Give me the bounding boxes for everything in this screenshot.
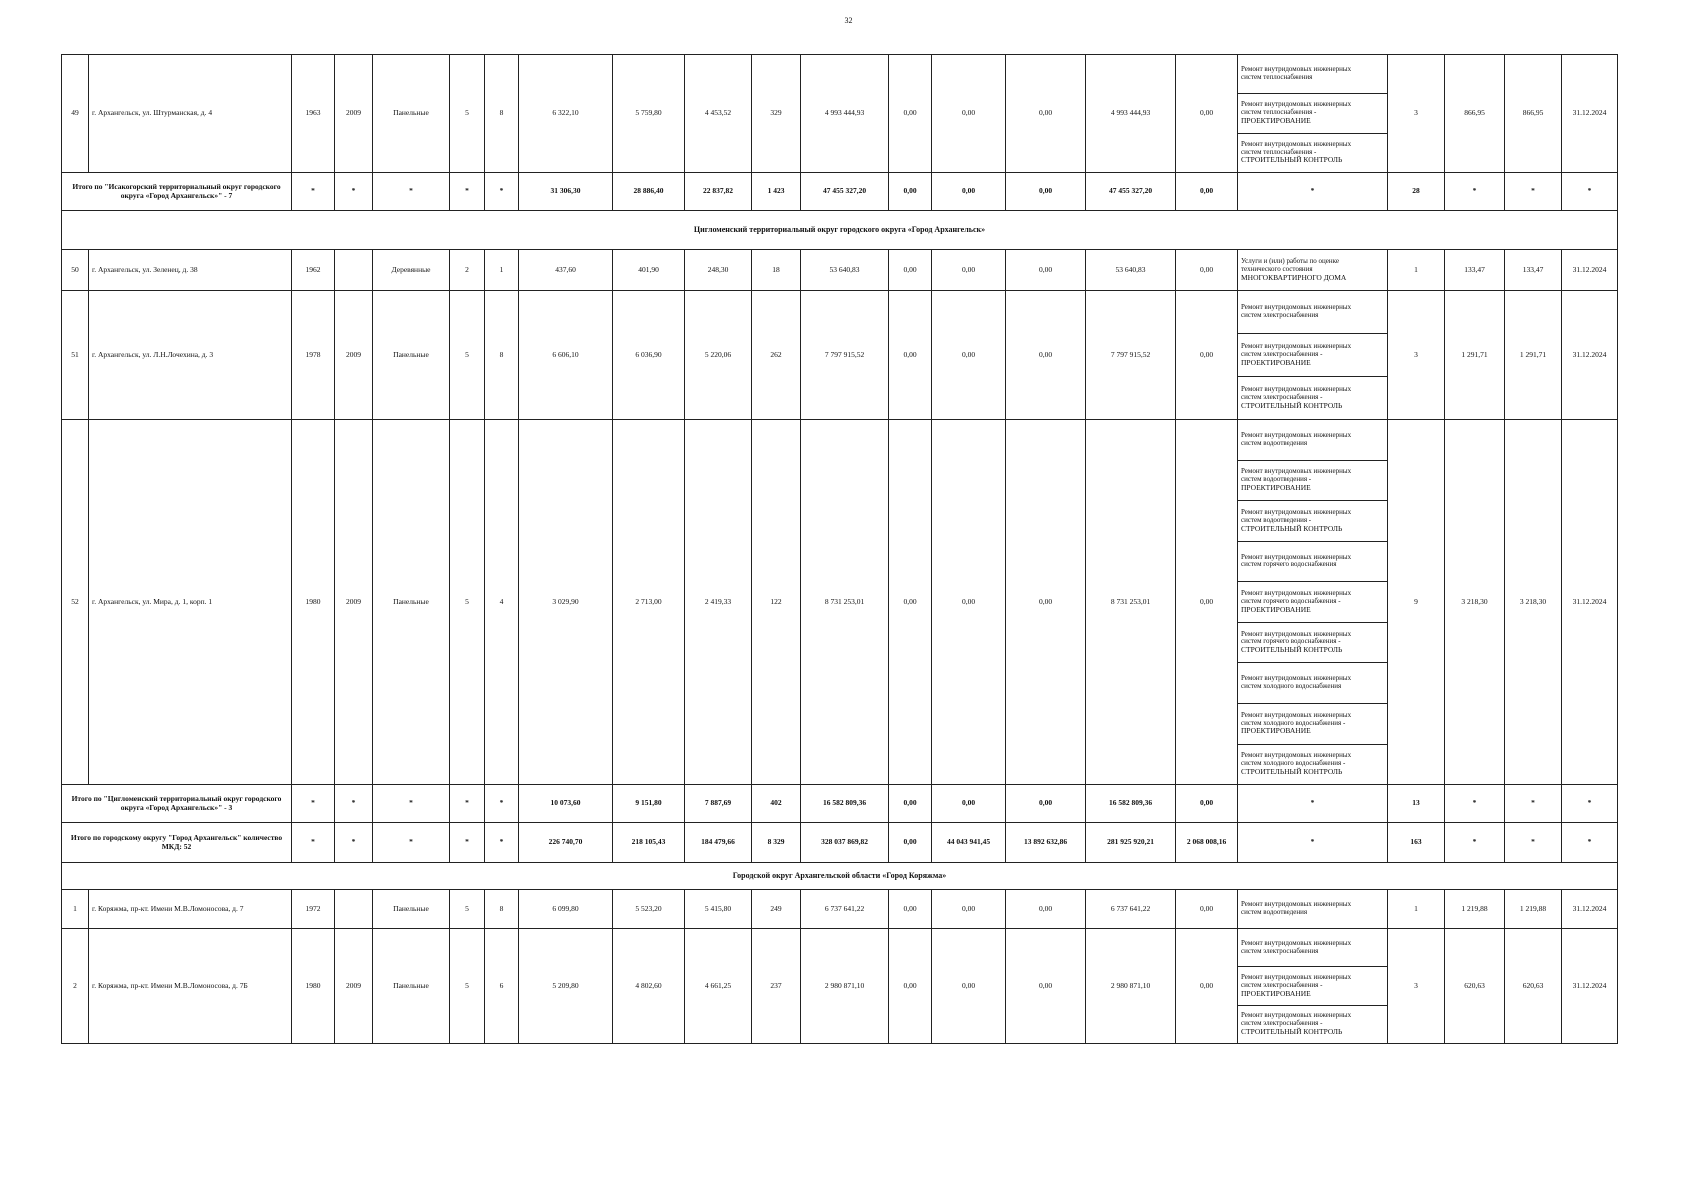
year-last-repair: 2009 bbox=[335, 55, 373, 173]
value-area-living: 401,90 bbox=[613, 250, 685, 291]
work-item bbox=[1238, 1005, 1387, 1043]
total-row bbox=[62, 785, 1618, 823]
floors-count: 5 bbox=[450, 420, 485, 785]
value-cost-total: 8 731 253,01 bbox=[801, 420, 889, 785]
total-value-area-res: 7 887,69 bbox=[685, 785, 752, 823]
year-built: 1962 bbox=[292, 250, 335, 291]
row-number: 52 bbox=[62, 420, 89, 785]
total-unit-cost-limit: * bbox=[1505, 785, 1562, 823]
table-row bbox=[62, 929, 1618, 1044]
total-row bbox=[62, 823, 1618, 863]
total-value-area-total: 226 740,70 bbox=[519, 823, 613, 863]
section-title: Цигломенский территориальный округ городского округа «Город Архангельск» bbox=[62, 211, 1618, 250]
value-c4: 6 737 641,22 bbox=[1086, 890, 1176, 929]
work-item-text: Ремонт внутридомовых инженерных bbox=[1241, 467, 1352, 476]
works-count: 9 bbox=[1388, 420, 1445, 785]
section-title: Городской округ Архангельской области «Город Коряжма» bbox=[62, 863, 1618, 890]
value-c1: 0,00 bbox=[889, 55, 932, 173]
work-item-text: ПРОЕКТИРОВАНИЕ bbox=[1241, 726, 1311, 736]
works-list-cell bbox=[1238, 55, 1388, 173]
value-area-total: 6 099,80 bbox=[519, 890, 613, 929]
value-c2: 0,00 bbox=[932, 55, 1006, 173]
value-residents: 249 bbox=[752, 890, 801, 929]
works-list bbox=[1238, 250, 1387, 290]
total-value-c2: 0,00 bbox=[932, 173, 1006, 211]
work-item bbox=[1238, 55, 1387, 93]
value-area-res: 5 415,80 bbox=[685, 890, 752, 929]
row-number: 51 bbox=[62, 291, 89, 420]
value-area-res: 4 453,52 bbox=[685, 55, 752, 173]
value-residents: 18 bbox=[752, 250, 801, 291]
total-placeholder: * bbox=[335, 785, 373, 823]
work-item-text: систем электроснабжения - bbox=[1241, 349, 1323, 358]
address-cell: г. Коряжма, пр-кт. Имени М.В.Ломоносова, д. 7Б bbox=[89, 929, 292, 1044]
value-area-res: 248,30 bbox=[685, 250, 752, 291]
value-c1: 0,00 bbox=[889, 890, 932, 929]
year-built: 1963 bbox=[292, 55, 335, 173]
entrances-count: 8 bbox=[485, 890, 519, 929]
total-unit-cost: * bbox=[1445, 823, 1505, 863]
value-c1: 0,00 bbox=[889, 929, 932, 1044]
work-item-text: систем горячего водоснабжения - bbox=[1241, 596, 1341, 605]
completion-date: 31.12.2024 bbox=[1562, 250, 1618, 291]
work-item-text: систем водоотведения bbox=[1241, 908, 1308, 916]
total-placeholder: * bbox=[485, 173, 519, 211]
total-value-residents: 8 329 bbox=[752, 823, 801, 863]
work-item bbox=[1238, 541, 1387, 582]
work-item-text: ПРОЕКТИРОВАНИЕ bbox=[1241, 988, 1311, 998]
work-item-text: Ремонт внутридомовых инженерных bbox=[1241, 1011, 1352, 1020]
total-placeholder: * bbox=[335, 823, 373, 863]
value-area-living: 2 713,00 bbox=[613, 420, 685, 785]
unit-cost-limit: 3 218,30 bbox=[1505, 420, 1562, 785]
work-item bbox=[1238, 744, 1387, 785]
total-placeholder: * bbox=[450, 785, 485, 823]
total-value-area-living: 218 105,43 bbox=[613, 823, 685, 863]
total-date: * bbox=[1562, 785, 1618, 823]
work-item bbox=[1238, 929, 1387, 966]
total-value-area-living: 28 886,40 bbox=[613, 173, 685, 211]
value-c5: 0,00 bbox=[1176, 291, 1238, 420]
total-value-residents: 402 bbox=[752, 785, 801, 823]
total-label: Итого по "Исакогорский территориальный округ городского округа «Город Архангельск»" - 7 bbox=[62, 173, 292, 211]
row-number: 2 bbox=[62, 929, 89, 1044]
value-residents: 262 bbox=[752, 291, 801, 420]
table-row bbox=[62, 890, 1618, 929]
work-item bbox=[1238, 703, 1387, 744]
value-c4: 53 640,83 bbox=[1086, 250, 1176, 291]
value-area-res: 5 220,06 bbox=[685, 291, 752, 420]
total-unit-cost: * bbox=[1445, 173, 1505, 211]
total-placeholder: * bbox=[450, 823, 485, 863]
value-residents: 122 bbox=[752, 420, 801, 785]
year-last-repair bbox=[335, 250, 373, 291]
value-area-living: 5 523,20 bbox=[613, 890, 685, 929]
total-unit-cost-limit: * bbox=[1505, 823, 1562, 863]
work-item-text: технического состояния bbox=[1241, 264, 1313, 273]
total-value-c1: 0,00 bbox=[889, 785, 932, 823]
total-label: Итого по "Цигломенский территориальный округ городского округа «Город Архангельск»" - 3 bbox=[62, 785, 292, 823]
entrances-count: 4 bbox=[485, 420, 519, 785]
year-built: 1978 bbox=[292, 291, 335, 420]
unit-cost: 1 291,71 bbox=[1445, 291, 1505, 420]
works-list-cell bbox=[1238, 291, 1388, 420]
work-item-text: МНОГОКВАРТИРНОГО ДОМА bbox=[1241, 272, 1347, 282]
unit-cost-limit: 133,47 bbox=[1505, 250, 1562, 291]
address-cell: г. Архангельск, ул. Л.Н.Лочехина, д. 3 bbox=[89, 291, 292, 420]
wall-material: Панельные bbox=[373, 890, 450, 929]
total-value-cost-total: 16 582 809,36 bbox=[801, 785, 889, 823]
work-item bbox=[1238, 581, 1387, 622]
year-last-repair bbox=[335, 890, 373, 929]
total-placeholder: * bbox=[292, 173, 335, 211]
total-unit-cost-limit: * bbox=[1505, 173, 1562, 211]
unit-cost: 133,47 bbox=[1445, 250, 1505, 291]
floors-count: 5 bbox=[450, 890, 485, 929]
value-residents: 329 bbox=[752, 55, 801, 173]
work-item-text: Ремонт внутридомовых инженерных bbox=[1241, 100, 1352, 109]
total-value-area-living: 9 151,80 bbox=[613, 785, 685, 823]
total-placeholder: * bbox=[335, 173, 373, 211]
wall-material: Панельные bbox=[373, 291, 450, 420]
work-item-text: систем электроснабжения bbox=[1241, 946, 1319, 955]
total-value-c3: 0,00 bbox=[1006, 173, 1086, 211]
row-number: 1 bbox=[62, 890, 89, 929]
unit-cost: 3 218,30 bbox=[1445, 420, 1505, 785]
works-list bbox=[1238, 55, 1387, 172]
value-c1: 0,00 bbox=[889, 420, 932, 785]
year-built: 1980 bbox=[292, 420, 335, 785]
value-c3: 0,00 bbox=[1006, 929, 1086, 1044]
work-item-text: СТРОИТЕЛЬНЫЙ КОНТРОЛЬ bbox=[1241, 155, 1343, 165]
total-placeholder: * bbox=[373, 173, 450, 211]
work-item-text: Ремонт внутридомовых инженерных bbox=[1241, 65, 1352, 74]
total-placeholder: * bbox=[485, 785, 519, 823]
work-item-text: систем холодного водоснабжения bbox=[1241, 682, 1342, 691]
year-built: 1980 bbox=[292, 929, 335, 1044]
value-c4: 2 980 871,10 bbox=[1086, 929, 1176, 1044]
works-list bbox=[1238, 929, 1387, 1043]
total-value-c3: 0,00 bbox=[1006, 785, 1086, 823]
work-item bbox=[1238, 420, 1387, 460]
work-item-text: ПРОЕКТИРОВАНИЕ bbox=[1241, 604, 1311, 614]
works-list-cell bbox=[1238, 890, 1388, 929]
work-item-text: систем теплоснабжения bbox=[1241, 73, 1313, 82]
value-area-total: 3 029,90 bbox=[519, 420, 613, 785]
unit-cost: 866,95 bbox=[1445, 55, 1505, 173]
works-list bbox=[1238, 291, 1387, 419]
completion-date: 31.12.2024 bbox=[1562, 929, 1618, 1044]
value-area-total: 5 209,80 bbox=[519, 929, 613, 1044]
total-value-c1: 0,00 bbox=[889, 173, 932, 211]
address-cell: г. Коряжма, пр-кт. Имени М.В.Ломоносова, д. 7 bbox=[89, 890, 292, 929]
value-residents: 237 bbox=[752, 929, 801, 1044]
unit-cost-limit: 1 219,88 bbox=[1505, 890, 1562, 929]
total-works: * bbox=[1238, 823, 1388, 863]
total-works: * bbox=[1238, 173, 1388, 211]
table-row bbox=[62, 55, 1618, 173]
work-item-text: СТРОИТЕЛЬНЫЙ КОНТРОЛЬ bbox=[1241, 523, 1343, 533]
value-c5: 0,00 bbox=[1176, 55, 1238, 173]
row-number: 50 bbox=[62, 250, 89, 291]
work-item-text: Ремонт внутридомовых инженерных bbox=[1241, 751, 1352, 760]
work-item-text: Ремонт внутридомовых инженерных bbox=[1241, 629, 1352, 638]
value-area-total: 437,60 bbox=[519, 250, 613, 291]
row-number: 49 bbox=[62, 55, 89, 173]
total-placeholder: * bbox=[292, 785, 335, 823]
total-placeholder: * bbox=[292, 823, 335, 863]
work-item-text: систем электроснабжения - bbox=[1241, 1019, 1323, 1028]
unit-cost-limit: 1 291,71 bbox=[1505, 291, 1562, 420]
total-value-cost-total: 328 037 869,82 bbox=[801, 823, 889, 863]
unit-cost-limit: 866,95 bbox=[1505, 55, 1562, 173]
value-c3: 0,00 bbox=[1006, 291, 1086, 420]
year-last-repair: 2009 bbox=[335, 291, 373, 420]
total-date: * bbox=[1562, 173, 1618, 211]
section-header-row bbox=[62, 863, 1618, 890]
value-cost-total: 53 640,83 bbox=[801, 250, 889, 291]
address-cell: г. Архангельск, ул. Зеленец, д. 38 bbox=[89, 250, 292, 291]
entrances-count: 8 bbox=[485, 55, 519, 173]
table-row bbox=[62, 291, 1618, 420]
value-c1: 0,00 bbox=[889, 250, 932, 291]
entrances-count: 6 bbox=[485, 929, 519, 1044]
works-count: 3 bbox=[1388, 55, 1445, 173]
works-list bbox=[1238, 890, 1387, 928]
table-body bbox=[62, 55, 1618, 1044]
completion-date: 31.12.2024 bbox=[1562, 420, 1618, 785]
total-works-count: 163 bbox=[1388, 823, 1445, 863]
total-works-count: 13 bbox=[1388, 785, 1445, 823]
value-c5: 0,00 bbox=[1176, 420, 1238, 785]
total-value-cost-total: 47 455 327,20 bbox=[801, 173, 889, 211]
value-area-res: 2 419,33 bbox=[685, 420, 752, 785]
work-item-text: Ремонт внутридомовых инженерных bbox=[1241, 674, 1352, 683]
work-item bbox=[1238, 662, 1387, 703]
work-item-text: систем водоотведения bbox=[1241, 438, 1308, 447]
work-item-text: Ремонт внутридомовых инженерных bbox=[1241, 430, 1352, 439]
work-item-text: ПРОЕКТИРОВАНИЕ bbox=[1241, 116, 1311, 126]
total-works: * bbox=[1238, 785, 1388, 823]
floors-count: 5 bbox=[450, 291, 485, 420]
total-value-area-total: 31 306,30 bbox=[519, 173, 613, 211]
works-count: 3 bbox=[1388, 291, 1445, 420]
value-area-res: 4 661,25 bbox=[685, 929, 752, 1044]
work-item bbox=[1238, 291, 1387, 333]
work-item-text: Ремонт внутридомовых инженерных bbox=[1241, 972, 1352, 981]
value-area-living: 4 802,60 bbox=[613, 929, 685, 1044]
works-count: 3 bbox=[1388, 929, 1445, 1044]
total-placeholder: * bbox=[373, 823, 450, 863]
total-value-c4: 281 925 920,21 bbox=[1086, 823, 1176, 863]
value-area-living: 5 759,80 bbox=[613, 55, 685, 173]
value-c1: 0,00 bbox=[889, 291, 932, 420]
total-value-c1: 0,00 bbox=[889, 823, 932, 863]
year-last-repair: 2009 bbox=[335, 929, 373, 1044]
work-item bbox=[1238, 133, 1387, 172]
work-item-text: Ремонт внутридомовых инженерных bbox=[1241, 552, 1352, 561]
value-c4: 8 731 253,01 bbox=[1086, 420, 1176, 785]
total-value-c2: 44 043 941,45 bbox=[932, 823, 1006, 863]
work-item-text: Ремонт внутридомовых инженерных bbox=[1241, 507, 1352, 516]
value-area-living: 6 036,90 bbox=[613, 291, 685, 420]
capital-repair-table bbox=[61, 54, 1618, 1044]
work-item-text: Ремонт внутридомовых инженерных bbox=[1241, 900, 1352, 909]
works-count: 1 bbox=[1388, 890, 1445, 929]
total-value-area-total: 10 073,60 bbox=[519, 785, 613, 823]
work-item-text: Услуги и (или) работы по оценке bbox=[1241, 256, 1339, 265]
work-item bbox=[1238, 966, 1387, 1004]
wall-material: Панельные bbox=[373, 420, 450, 785]
work-item-text: Ремонт внутридомовых инженерных bbox=[1241, 139, 1352, 148]
work-item-text: систем теплоснабжения - bbox=[1241, 147, 1317, 156]
works-list-cell bbox=[1238, 250, 1388, 291]
work-item-text: ПРОЕКТИРОВАНИЕ bbox=[1241, 357, 1311, 367]
value-c3: 0,00 bbox=[1006, 250, 1086, 291]
work-item-text: систем водоотведения - bbox=[1241, 475, 1312, 484]
unit-cost: 620,63 bbox=[1445, 929, 1505, 1044]
value-c2: 0,00 bbox=[932, 929, 1006, 1044]
wall-material: Панельные bbox=[373, 55, 450, 173]
work-item-text: Ремонт внутридомовых инженерных bbox=[1241, 589, 1352, 597]
total-placeholder: * bbox=[450, 173, 485, 211]
value-c3: 0,00 bbox=[1006, 55, 1086, 173]
works-count: 1 bbox=[1388, 250, 1445, 291]
completion-date: 31.12.2024 bbox=[1562, 291, 1618, 420]
work-item bbox=[1238, 376, 1387, 419]
work-item-text: Ремонт внутридомовых инженерных bbox=[1241, 710, 1352, 719]
total-placeholder: * bbox=[373, 785, 450, 823]
year-built: 1972 bbox=[292, 890, 335, 929]
total-value-c4: 47 455 327,20 bbox=[1086, 173, 1176, 211]
value-c2: 0,00 bbox=[932, 291, 1006, 420]
value-c5: 0,00 bbox=[1176, 890, 1238, 929]
work-item-text: систем горячего водоснабжения - bbox=[1241, 637, 1341, 646]
total-value-c3: 13 892 632,86 bbox=[1006, 823, 1086, 863]
work-item bbox=[1238, 460, 1387, 501]
floors-count: 5 bbox=[450, 929, 485, 1044]
total-unit-cost: * bbox=[1445, 785, 1505, 823]
value-c2: 0,00 bbox=[932, 250, 1006, 291]
total-works-count: 28 bbox=[1388, 173, 1445, 211]
entrances-count: 8 bbox=[485, 291, 519, 420]
work-item-text: систем электроснабжения - bbox=[1241, 980, 1323, 989]
value-cost-total: 4 993 444,93 bbox=[801, 55, 889, 173]
work-item-text: систем электроснабжения - bbox=[1241, 392, 1323, 401]
total-value-c5: 2 068 008,16 bbox=[1176, 823, 1238, 863]
work-item-text: ПРОЕКТИРОВАНИЕ bbox=[1241, 482, 1311, 492]
value-area-total: 6 606,10 bbox=[519, 291, 613, 420]
total-value-c5: 0,00 bbox=[1176, 785, 1238, 823]
value-c5: 0,00 bbox=[1176, 250, 1238, 291]
value-c4: 7 797 915,52 bbox=[1086, 291, 1176, 420]
works-list-cell bbox=[1238, 929, 1388, 1044]
work-item-text: СТРОИТЕЛЬНЫЙ КОНТРОЛЬ bbox=[1241, 645, 1343, 655]
value-c2: 0,00 bbox=[932, 890, 1006, 929]
work-item-text: систем электроснабжения bbox=[1241, 311, 1319, 319]
work-item-text: систем водоотведения - bbox=[1241, 515, 1312, 524]
completion-date: 31.12.2024 bbox=[1562, 55, 1618, 173]
work-item-text: Ремонт внутридомовых инженерных bbox=[1241, 341, 1352, 350]
total-value-c2: 0,00 bbox=[932, 785, 1006, 823]
address-cell: г. Архангельск, ул. Мира, д. 1, корп. 1 bbox=[89, 420, 292, 785]
total-value-c4: 16 582 809,36 bbox=[1086, 785, 1176, 823]
year-last-repair: 2009 bbox=[335, 420, 373, 785]
total-row bbox=[62, 173, 1618, 211]
floors-count: 2 bbox=[450, 250, 485, 291]
work-item-text: систем холодного водоснабжения - bbox=[1241, 718, 1346, 727]
table-row bbox=[62, 250, 1618, 291]
total-value-c5: 0,00 bbox=[1176, 173, 1238, 211]
page-number: 32 bbox=[844, 16, 853, 25]
total-placeholder: * bbox=[485, 823, 519, 863]
value-c4: 4 993 444,93 bbox=[1086, 55, 1176, 173]
work-item-text: Ремонт внутридомовых инженерных bbox=[1241, 303, 1352, 312]
total-value-area-res: 184 479,66 bbox=[685, 823, 752, 863]
unit-cost: 1 219,88 bbox=[1445, 890, 1505, 929]
value-c3: 0,00 bbox=[1006, 890, 1086, 929]
total-value-area-res: 22 837,82 bbox=[685, 173, 752, 211]
value-cost-total: 6 737 641,22 bbox=[801, 890, 889, 929]
work-item-text: систем горячего водоснабжения bbox=[1241, 560, 1337, 569]
works-list bbox=[1238, 420, 1387, 784]
value-cost-total: 7 797 915,52 bbox=[801, 291, 889, 420]
work-item bbox=[1238, 93, 1387, 132]
total-value-residents: 1 423 bbox=[752, 173, 801, 211]
work-item-text: Ремонт внутридомовых инженерных bbox=[1241, 384, 1352, 393]
work-item-text: СТРОИТЕЛЬНЫЙ КОНТРОЛЬ bbox=[1241, 400, 1343, 410]
work-item-text: Ремонт внутридомовых инженерных bbox=[1241, 938, 1352, 947]
value-cost-total: 2 980 871,10 bbox=[801, 929, 889, 1044]
value-c3: 0,00 bbox=[1006, 420, 1086, 785]
entrances-count: 1 bbox=[485, 250, 519, 291]
work-item bbox=[1238, 333, 1387, 376]
table-row bbox=[62, 420, 1618, 785]
work-item-text: систем теплоснабжения - bbox=[1241, 108, 1317, 117]
completion-date: 31.12.2024 bbox=[1562, 890, 1618, 929]
total-date: * bbox=[1562, 823, 1618, 863]
wall-material: Деревянные bbox=[373, 250, 450, 291]
work-item bbox=[1238, 622, 1387, 663]
work-item-text: СТРОИТЕЛЬНЫЙ КОНТРОЛЬ bbox=[1241, 766, 1343, 776]
work-item-text: систем холодного водоснабжения - bbox=[1241, 759, 1346, 768]
wall-material: Панельные bbox=[373, 929, 450, 1044]
value-area-total: 6 322,10 bbox=[519, 55, 613, 173]
work-item bbox=[1238, 890, 1387, 928]
floors-count: 5 bbox=[450, 55, 485, 173]
unit-cost-limit: 620,63 bbox=[1505, 929, 1562, 1044]
work-item bbox=[1238, 250, 1387, 290]
work-item bbox=[1238, 500, 1387, 541]
work-item-text: СТРОИТЕЛЬНЫЙ КОНТРОЛЬ bbox=[1241, 1026, 1343, 1036]
value-c2: 0,00 bbox=[932, 420, 1006, 785]
section-header-row bbox=[62, 211, 1618, 250]
total-label: Итого по городскому округу "Город Архангельск" количество МКД: 52 bbox=[62, 823, 292, 863]
address-cell: г. Архангельск, ул. Штурманская, д. 4 bbox=[89, 55, 292, 173]
value-c5: 0,00 bbox=[1176, 929, 1238, 1044]
works-list-cell bbox=[1238, 420, 1388, 785]
